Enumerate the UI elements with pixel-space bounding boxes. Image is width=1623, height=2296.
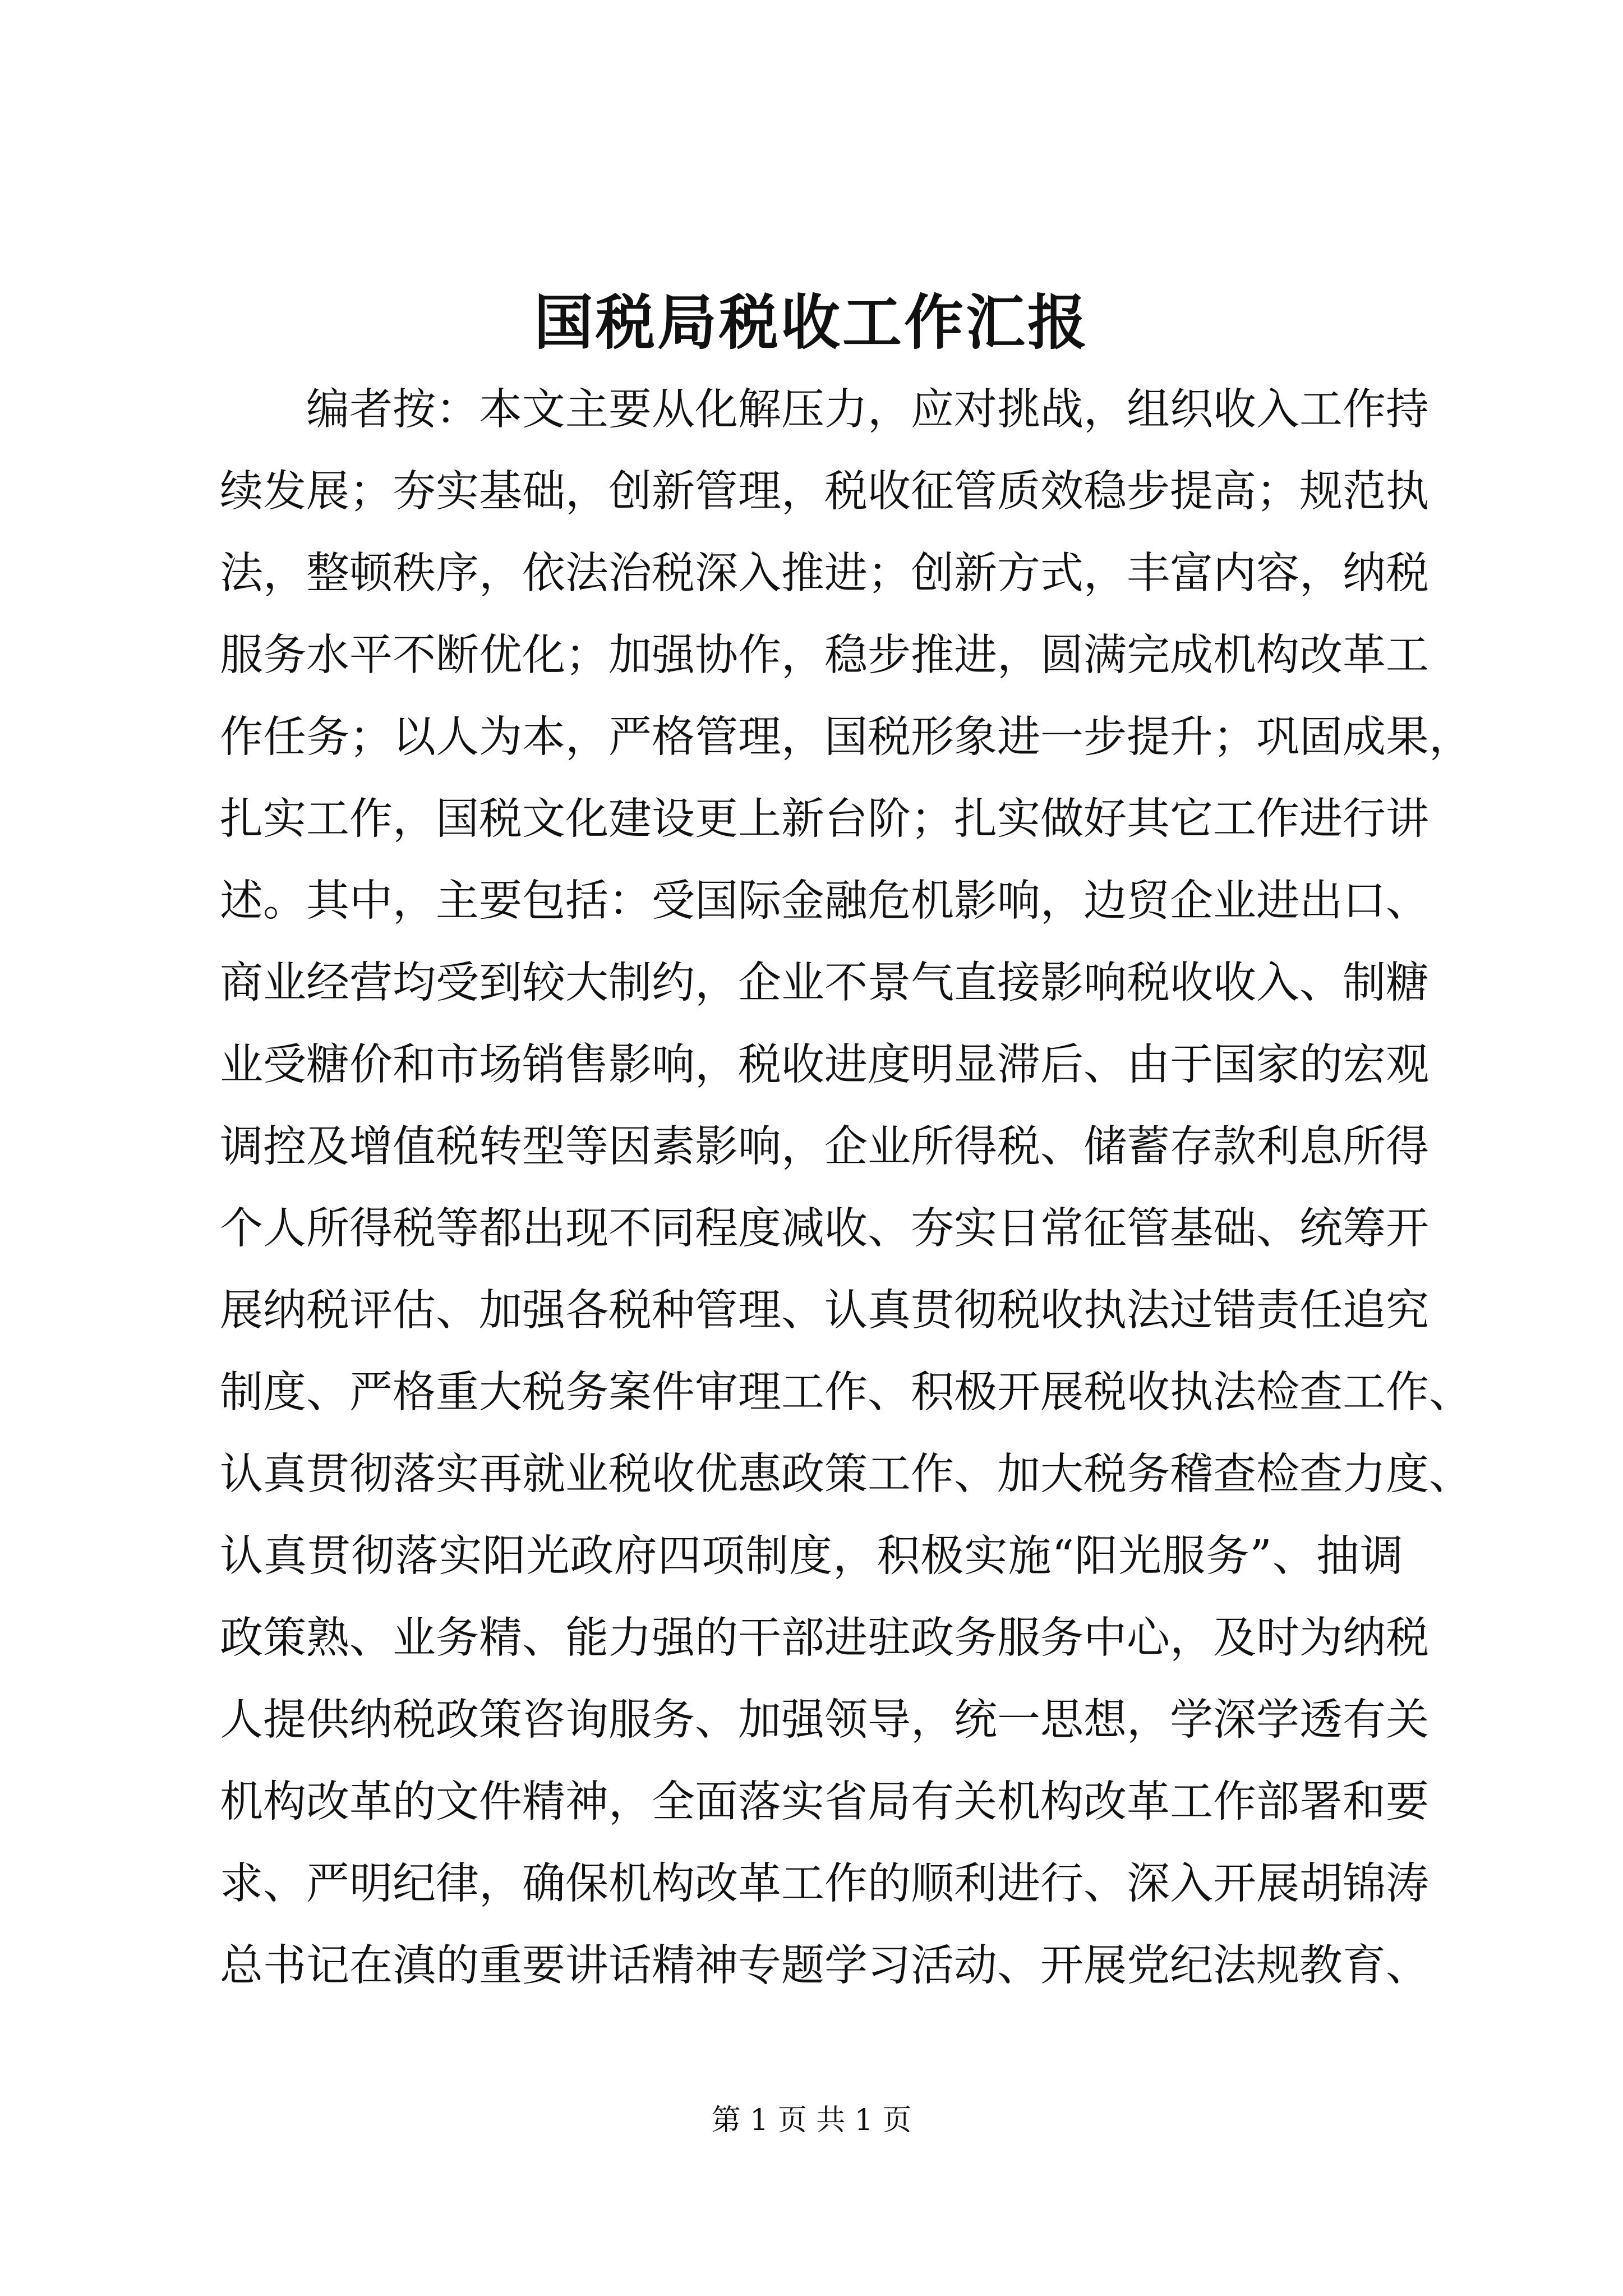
body-line: 扎实工作，国税文化建设更上新台阶；扎实做好其它工作进行讲 <box>220 794 1429 844</box>
body-line: 人提供纳税政策咨询服务、加强领导，统一思想，学深学透有关 <box>220 1695 1429 1745</box>
body-line: 业受糖价和市场销售影响，税收进度明显滞后、由于国家的宏观 <box>220 1040 1429 1090</box>
body-line: 认真贯彻落实再就业税收优惠政策工作、加大税务稽查检查力度、 <box>220 1450 1472 1499</box>
body-line: 续发展；夯实基础，创新管理，税收征管质效稳步提高；规范执 <box>220 467 1429 517</box>
body-line: 调控及增值税转型等因素影响，企业所得税、储蓄存款利息所得 <box>220 1122 1429 1172</box>
page-footer <box>0 2101 1623 2140</box>
body-line: 个人所得税等都出现不同程度减收、夯实日常征管基础、统筹开 <box>220 1204 1429 1254</box>
body-line: 编者按：本文主要从化解压力，应对挑战，组织收入工作持 <box>306 385 1429 435</box>
body-line: 政策熟、业务精、能力强的干部进驻政务服务中心，及时为纳税 <box>220 1613 1429 1663</box>
body-line: 述。其中，主要包括：受国际金融危机影响，边贸企业进出口、 <box>220 876 1429 926</box>
body-line: 服务水平不断优化；加强协作，稳步推进，圆满完成机构改革工 <box>220 631 1429 680</box>
body-text <box>220 369 1472 2007</box>
body-line: 制度、严格重大税务案件审理工作、积极开展税收执法检查工作、 <box>220 1368 1472 1418</box>
body-line: 商业经营均受到较大制约，企业不景气直接影响税收收入、制糖 <box>220 958 1429 1008</box>
body-line: 展纳税评估、加强各税种管理、认真贯彻税收执法过错责任追究 <box>220 1286 1429 1336</box>
body-line: 总书记在滇的重要讲话精神专题学习活动、开展党纪法规教育、 <box>220 1941 1429 1991</box>
page-number: 第 1 页 共 1 页 <box>711 2104 912 2137</box>
body-line: 机构改革的文件精神，全面落实省局有关机构改革工作部署和要 <box>220 1777 1429 1827</box>
body-line: 认真贯彻落实阳光政府四项制度，积极实施“阳光服务”、抽调 <box>220 1531 1403 1581</box>
body-line: 作任务；以人为本，严格管理，国税形象进一步提升；巩固成果， <box>220 712 1472 762</box>
document-title: 国税局税收工作汇报 <box>534 287 1089 357</box>
body-line: 法，整顿秩序，依法治税深入推进；创新方式，丰富内容，纳税 <box>220 549 1429 599</box>
body-line: 求、严明纪律，确保机构改革工作的顺利进行、深入开展胡锦涛 <box>220 1859 1429 1909</box>
